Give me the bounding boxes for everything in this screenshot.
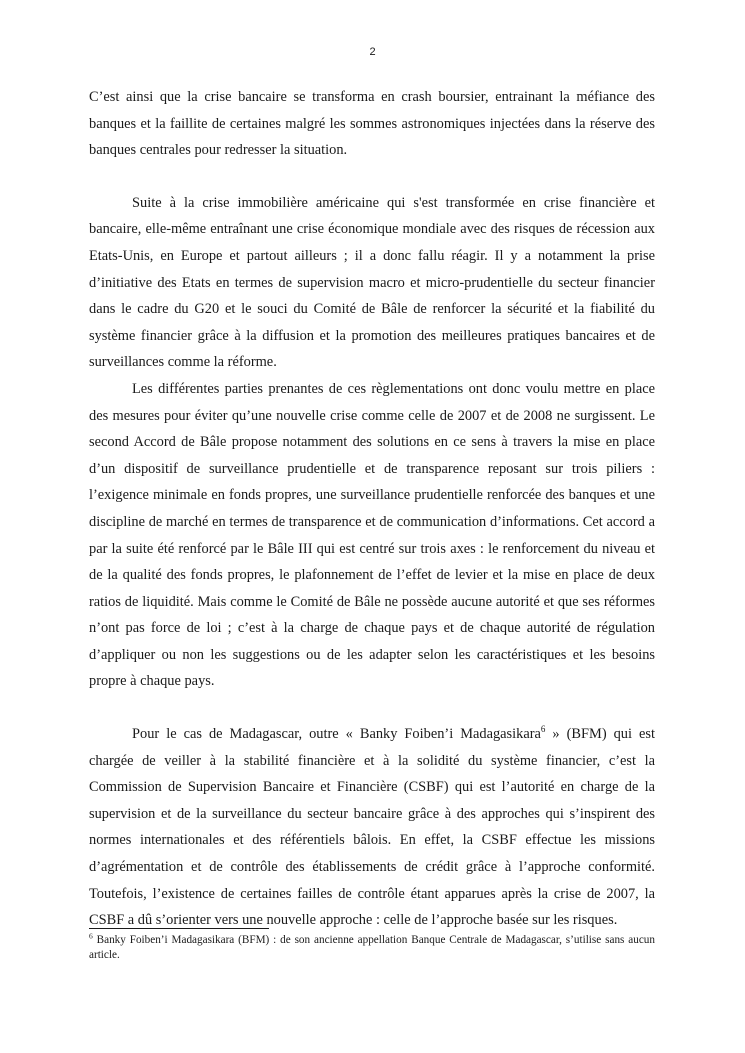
footnote-separator <box>89 928 269 929</box>
body-text <box>89 84 655 934</box>
paragraph-4 <box>89 721 655 934</box>
footnote-reference[interactable]: 6 <box>540 724 546 735</box>
paragraph-3: Les différentes parties prenantes de ces règlementations ont donc voulu mettre en place des mesures pour éviter qu’une nouvelle crise comme celle de 2007 et de 2008 ne surgissent. Le second Accord de Bâle propose notamment des solutions en ce sens à travers la mise en place d’un dispositif de surveillance prudentielle et de transparence reposant sur trois piliers : l’exigence minimale en fonds propres, une surveillance prudentielle renforcée des banques et une discipline de marché en termes de transparence et de communication d’informations. Cet accord a par la suite été renforcé par le Bâle III qui est centré sur trois axes : le renforcement du niveau et de la qualité des fonds propres, le plafonnement de l’effet de levier et la mise en place de deux ratios de liquidité. Mais comme le Comité de Bâle ne possède aucune autorité et que ses réformes n’ont pas force de loi ; c’est à la charge de chaque pays et de chaque autorité de régulation d’appliquer ou non les suggestions ou de les adapter selon les caractéristiques et les besoins propre à chaque pays. <box>89 380 655 690</box>
footnote <box>89 933 655 963</box>
paragraph-4-text-end: » (BFM) qui est chargée de veiller à la stabilité financière et à la solidité du système financier, c’est la Commission de Supervision Bancaire et Financière (CSBF) qui est l’autorité en charge de la supervision et de la surveillance du secteur bancaire grâce à des approches qui s’inspirent des normes internationales et des référentiels bâlois. En effet, la CSBF effectue les missions d’agrémentation et de contrôle des établissements de crédit grâce à l’approche conformité. Toutefois, l’existence de certaines failles de contrôle étant apparues après la crise de 2007, la CSBF a dû s’orienter vers une nouvelle approche : celle de l’approche basée sur les risques. <box>89 726 655 929</box>
page-number: 2 <box>369 46 376 58</box>
paragraph-4-text-start: Pour le cas de Madagascar, outre « Banky Foiben’i Madagasikara <box>132 726 541 743</box>
footnote-text: Banky Foiben’i Madagasikara (BFM) : de son ancienne appellation Banque Centrale de Madagascar, s’utilise sans aucun article. <box>89 934 655 961</box>
paragraph-2: Suite à la crise immobilière américaine qui s'est transformée en crise financière et bancaire, elle-même entraînant une crise économique mondiale avec des risques de récession aux Etats-Unis, en Europe et partout ailleurs ; il a donc fallu réagir. Il y a notamment la prise d’initiative des Etats en termes de supervision macro et micro-prudentielle du secteur financier dans le cadre du G20 et le souci du Comité de Bâle de renforcer la sécurité et la fiabilité du système financier grâce à la diffusion et la promotion des meilleures pratiques bancaires et de surveillances comme la réforme. <box>89 194 655 371</box>
paragraph-1: C’est ainsi que la crise bancaire se transforma en crash boursier, entrainant la méfiance des banques et la faillite de certaines malgré les sommes astronomiques injectées dans la réserve des banques centrales pour redresser la situation. <box>89 89 655 159</box>
footnote-number: 6 <box>89 931 93 941</box>
